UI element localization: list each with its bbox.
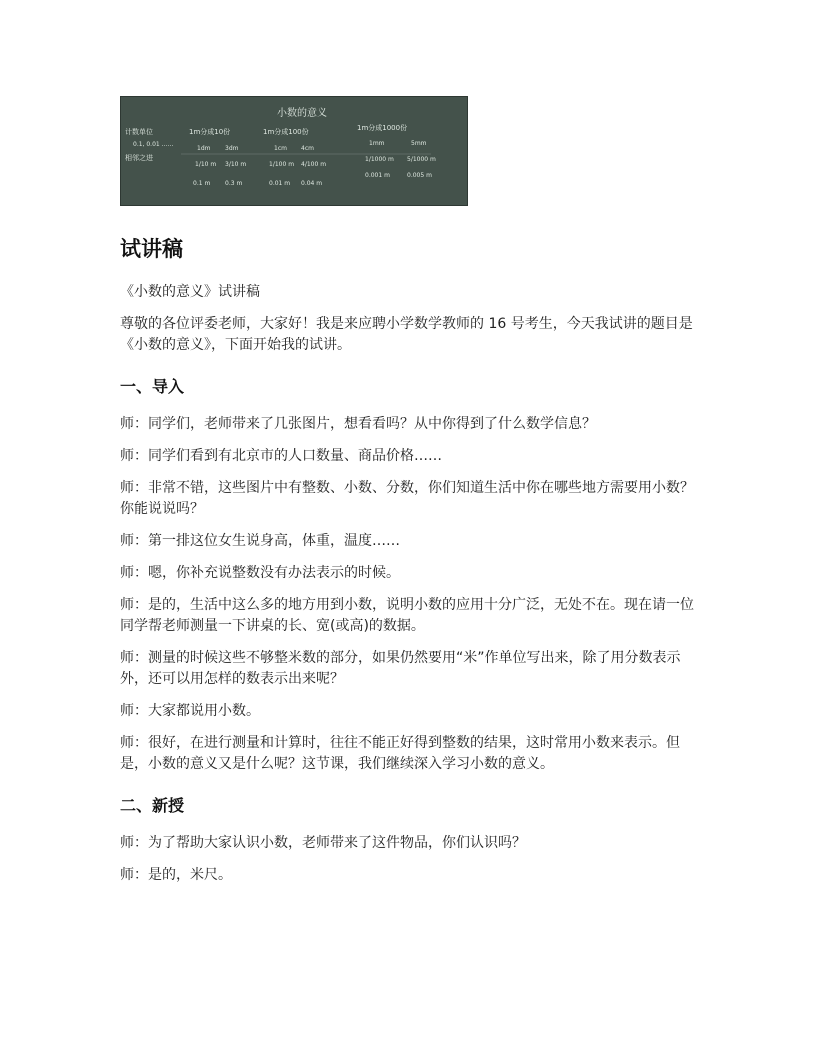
board-frac-1-10: 1/10 m: [195, 161, 217, 168]
board-frac-4-100: 4/100 m: [301, 161, 327, 168]
section-heading-new-lesson: 二、新授: [120, 796, 185, 815]
board-label-10: 1m分成10份: [189, 128, 231, 136]
document-title: 试讲稿: [120, 237, 183, 261]
paragraph: 师：同学们，老师带来了几张图片，想看看吗？从中你得到了什么数学信息？: [120, 416, 596, 432]
board-label-100: 1m分成100份: [263, 128, 309, 136]
paragraph: 师：是的，生活中这么多的地方用到小数，说明小数的应用十分广泛，无处不在。现在请一位同学帮老师测量一下讲桌的长、宽(或高)的数据。: [120, 597, 694, 634]
paragraph: 师：同学们看到有北京市的人口数量、商品价格……: [120, 448, 442, 464]
board-label-unit: 计数单位: [125, 128, 153, 136]
board-dec-0-005: 0.005 m: [407, 172, 432, 179]
board-dec-0-3: 0.3 m: [225, 180, 243, 187]
paragraph: 师：大家都说用小数。: [120, 703, 260, 719]
board-dec-0-001: 0.001 m: [365, 172, 390, 179]
paragraph: 师：第一排这位女生说身高，体重，温度……: [120, 533, 400, 549]
board-units: 0.1, 0.01 ……: [133, 141, 174, 148]
paragraph: 师：测量的时候这些不够整米数的部分，如果仍然要用“米”作单位写出来，除了用分数表示外，还可以用怎样的数表示出来呢？: [120, 650, 681, 687]
board-frac-1-1000: 1/1000 m: [365, 156, 394, 163]
board-dec-0-01: 0.01 m: [269, 180, 291, 187]
board-label-adjacent: 相邻之进: [125, 154, 153, 162]
board-title: 小数的意义: [277, 108, 327, 119]
board-5mm: 5mm: [411, 140, 427, 147]
blackboard-drawing: [121, 97, 467, 205]
paragraph: 师：非常不错，这些图片中有整数、小数、分数，你们知道生活中你在哪些地方需要用小数？你能说说吗？: [120, 480, 694, 517]
section-heading-intro: 一、导入: [120, 377, 185, 396]
board-dec-0-1: 0.1 m: [193, 180, 211, 187]
board-1cm: 1cm: [274, 145, 287, 152]
board-dec-0-04: 0.04 m: [301, 180, 323, 187]
board-frac-1-100: 1/100 m: [269, 161, 295, 168]
board-1mm: 1mm: [369, 140, 385, 147]
paragraph: 师：嗯，你补充说整数没有办法表示的时候。: [120, 565, 400, 581]
board-1dm: 1dm: [197, 145, 211, 152]
lesson-subtitle: 《小数的意义》试讲稿: [120, 284, 260, 300]
board-frac-3-10: 3/10 m: [225, 161, 247, 168]
board-3dm: 3dm: [225, 145, 239, 152]
paragraph: 师：是的，米尺。: [120, 867, 232, 883]
blackboard-image: [120, 96, 468, 206]
intro-paragraph: 尊敬的各位评委老师，大家好！我是来应聘小学数学教师的 16 号考生，今天我试讲的题目是《小数的意义》，下面开始我的试讲。: [120, 316, 693, 353]
paragraph: 师：很好，在进行测量和计算时，往往不能正好得到整数的结果，这时常用小数来表示。但是，小数的意义又是什么呢？这节课，我们继续深入学习小数的意义。: [120, 735, 680, 772]
board-label-1000: 1m分成1000份: [357, 124, 408, 132]
board-frac-5-1000: 5/1000 m: [407, 156, 436, 163]
board-4cm: 4cm: [301, 145, 314, 152]
document-page: [120, 96, 700, 886]
paragraph: 师：为了帮助大家认识小数，老师带来了这件物品，你们认识吗？: [120, 835, 526, 851]
